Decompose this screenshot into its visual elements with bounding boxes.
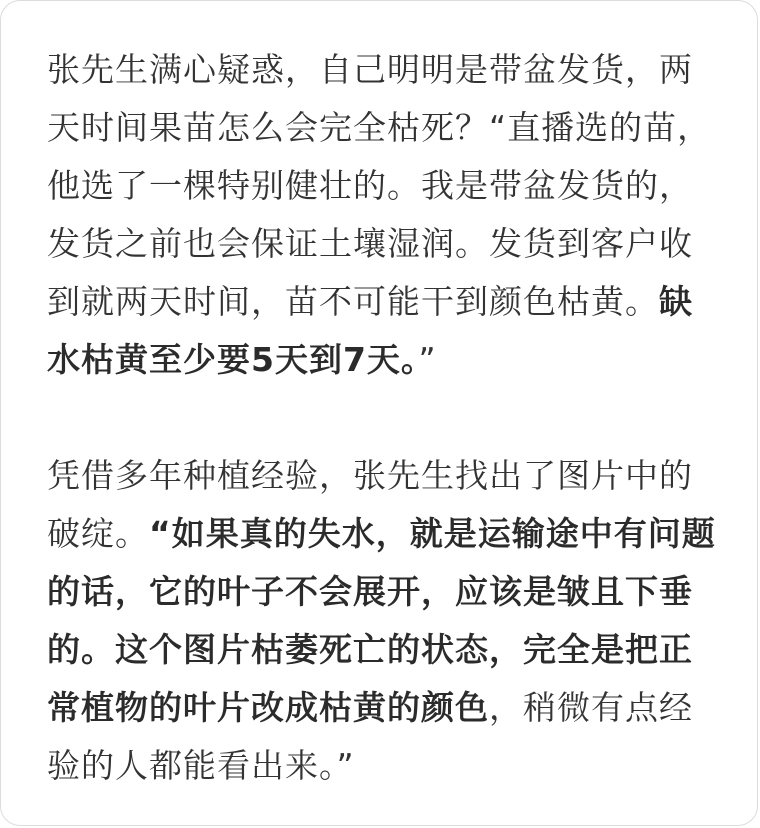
- paragraph-1-text: 张先生满心疑惑，自己明明是带盆发货，两天时间果苗怎么会完全枯死？“直播选的苗，他选了一棵特别健壮的。我是带盆发货的，发货之前也会保证土壤湿润。发货到客户收到就两天时间，苗不可能干到颜色枯黄。: [47, 50, 712, 321]
- paragraph-1: [47, 41, 719, 389]
- paragraph-1-bold-text: 缺水枯黄至少要5天到7天。: [47, 282, 693, 379]
- paragraph-2-closing-text: ，稍微有点经验的人都能看出来。”: [47, 688, 693, 785]
- paragraph-1-closing-quote: ”: [418, 340, 437, 379]
- paragraph-2-bold-quote: “如果真的失水，就是运输途中有问题的话，它的叶子不会展开，应该是皱且下垂的。这个图片枯萎死亡的状态，完全是把正常植物的叶片改成枯黄的颜色: [47, 514, 716, 727]
- paragraph-2: [47, 447, 719, 795]
- paragraph-2-text: 凭借多年种植经验，张先生找出了图片中的破绽。: [47, 456, 693, 553]
- article-body: [47, 41, 719, 795]
